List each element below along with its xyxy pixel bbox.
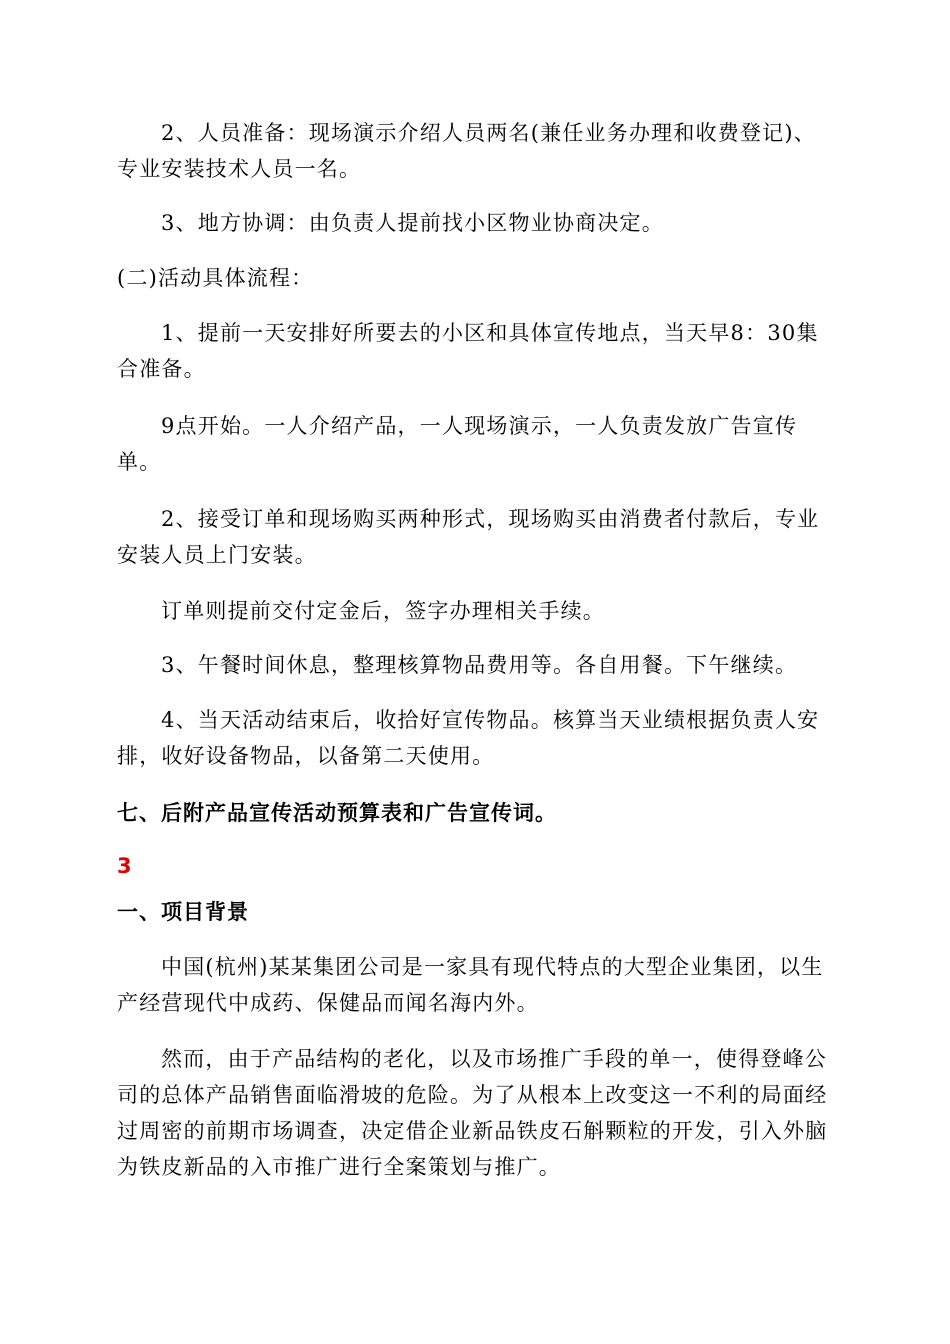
heading-project-background: 一、项目背景 [117,900,249,924]
heading-section-seven: 七、后附产品宣传活动预算表和广告宣传词。 [117,801,557,825]
paragraph-process-step-2: 2、接受订单和现场购买两种形式，现场购买由消费者付款后，专业安装人员上门安装。 [117,507,820,567]
subheading-activity-process: (二)活动具体流程： [117,266,314,290]
paragraph-site-coordination: 3、地方协调：由负责人提前找小区物业协商决定。 [161,211,664,235]
paragraph-order-deposit: 订单则提前交付定金后，签字办理相关手续。 [161,599,605,623]
paragraph-company-intro: 中国(杭州)某某集团公司是一家具有现代特点的大型企业集团，以生产经营现代中成药、保健品而闻名海内外。 [117,955,824,1015]
section-number: 3 [117,854,133,878]
paragraph-process-step-3: 3、午餐时间休息，整理核算物品费用等。各自用餐。下午继续。 [161,653,798,677]
paragraph-market-situation: 然而，由于产品结构的老化，以及市场推广手段的单一，使得登峰公司的总体产品销售面临滑坡的危险。为了从根本上改变这一不利的局面经过周密的前期市场调查，决定借企业新品铁皮石斛颗粒的开发，引入外脑为铁皮新品的入市推广进行全案策划与推广。 [117,1047,828,1179]
paragraph-process-step-1: 1、提前一天安排好所要去的小区和具体宣传地点，当天早8：30集合准备。 [117,321,819,381]
paragraph-staff-preparation: 2、人员准备：现场演示介绍人员两名(兼任业务办理和收费登记)、专业安装技术人员一名。 [117,121,816,181]
paragraph-process-step-4: 4、当天活动结束后，收拾好宣传物品。核算当天业绩根据负责人安排，收好设备物品，以备第二天使用。 [117,708,820,768]
paragraph-nine-oclock-start: 9点开始。一人介绍产品，一人现场演示，一人负责发放广告宣传单。 [117,414,798,474]
